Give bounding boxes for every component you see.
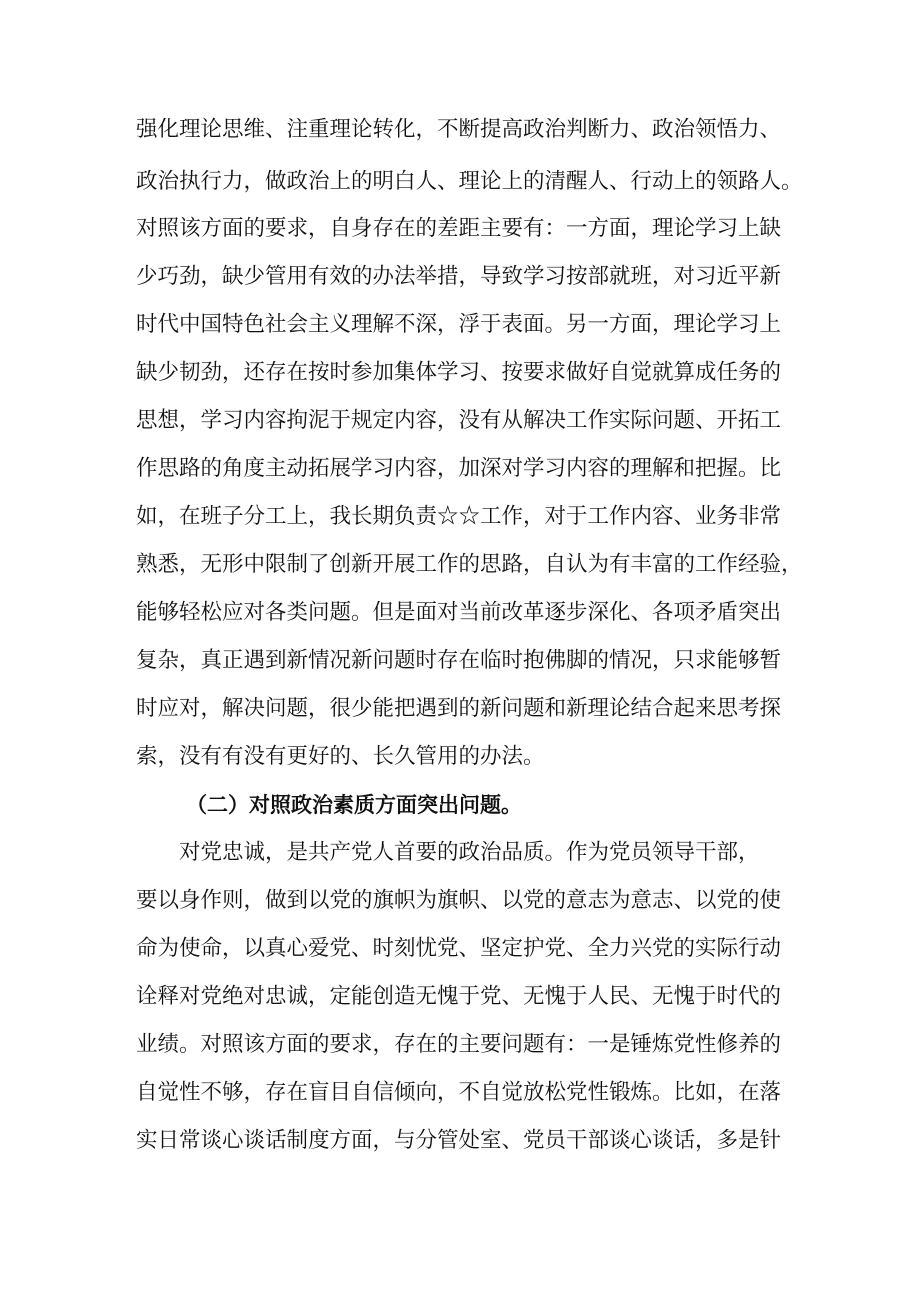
section-heading: （二）对照政治素质方面突出问题。	[186, 793, 522, 817]
paragraph-1-line-10: 熟悉，无形中限制了创新开展工作的思路，自认为有丰富的工作经验，	[136, 552, 803, 577]
paragraph-1-line-11: 能够轻松应对各类问题。但是面对当前改革逐步深化、各项矛盾突出	[136, 600, 782, 625]
paragraph-1-line-8: 作思路的角度主动拓展学习内容，加深对学习内容的理解和把握。比	[136, 456, 782, 481]
paragraph-1-line-2: 政治执行力，做政治上的明白人、理论上的清醒人、行动上的领路人。	[136, 169, 803, 194]
paragraph-2-line-3: 命为使命，以真心爱党、时刻忧党、坚定护党、全力兴党的实际行动	[136, 936, 782, 961]
paragraph-2-line-5: 业绩。对照该方面的要求，存在的主要问题有：一是锤炼党性修养的	[136, 1032, 782, 1057]
paragraph-1-line-9: 如，在班子分工上，我长期负责☆☆工作，对于工作内容、业务非常	[136, 504, 782, 529]
paragraph-2-line-4: 诠释对党绝对忠诚，定能创造无愧于党、无愧于人民、无愧于时代的	[136, 984, 782, 1009]
paragraph-2-line-2: 要以身作则，做到以党的旗帜为旗帜、以党的意志为意志、以党的使	[136, 888, 782, 913]
paragraph-1-line-3: 对照该方面的要求，自身存在的差距主要有：一方面，理论学习上缺	[136, 216, 782, 241]
paragraph-2-line-7: 实日常谈心谈话制度方面，与分管处室、党员干部谈心谈话，多是针	[136, 1128, 782, 1153]
paragraph-1-line-4: 少巧劲，缺少管用有效的办法举措，导致学习按部就班，对习近平新	[136, 264, 782, 289]
paragraph-2-line-1: 对党忠诚，是共产党人首要的政治品质。作为党员领导干部，	[179, 840, 760, 865]
paragraph-1-line-5: 时代中国特色社会主义理解不深，浮于表面。另一方面，理论学习上	[136, 312, 782, 337]
paragraph-1-line-13: 时应对，解决问题，很少能把遇到的新问题和新理论结合起来思考探	[136, 696, 782, 721]
paragraph-1-line-1: 强化理论思维、注重理论转化，不断提高政治判断力、政治领悟力、	[136, 117, 782, 142]
paragraph-1-line-6: 缺少韧劲，还存在按时参加集体学习、按要求做好自觉就算成任务的	[136, 360, 782, 385]
paragraph-2-line-6: 自觉性不够，存在盲目自信倾向，不自觉放松党性锻炼。比如，在落	[136, 1080, 782, 1105]
paragraph-1-line-7: 思想，学习内容拘泥于规定内容，没有从解决工作实际问题、开拓工	[136, 408, 782, 433]
paragraph-1-line-14: 索，没有有没有更好的、长久管用的办法。	[136, 744, 545, 769]
paragraph-1-line-12: 复杂，真正遇到新情况新问题时存在临时抱佛脚的情况，只求能够暂	[136, 648, 782, 673]
